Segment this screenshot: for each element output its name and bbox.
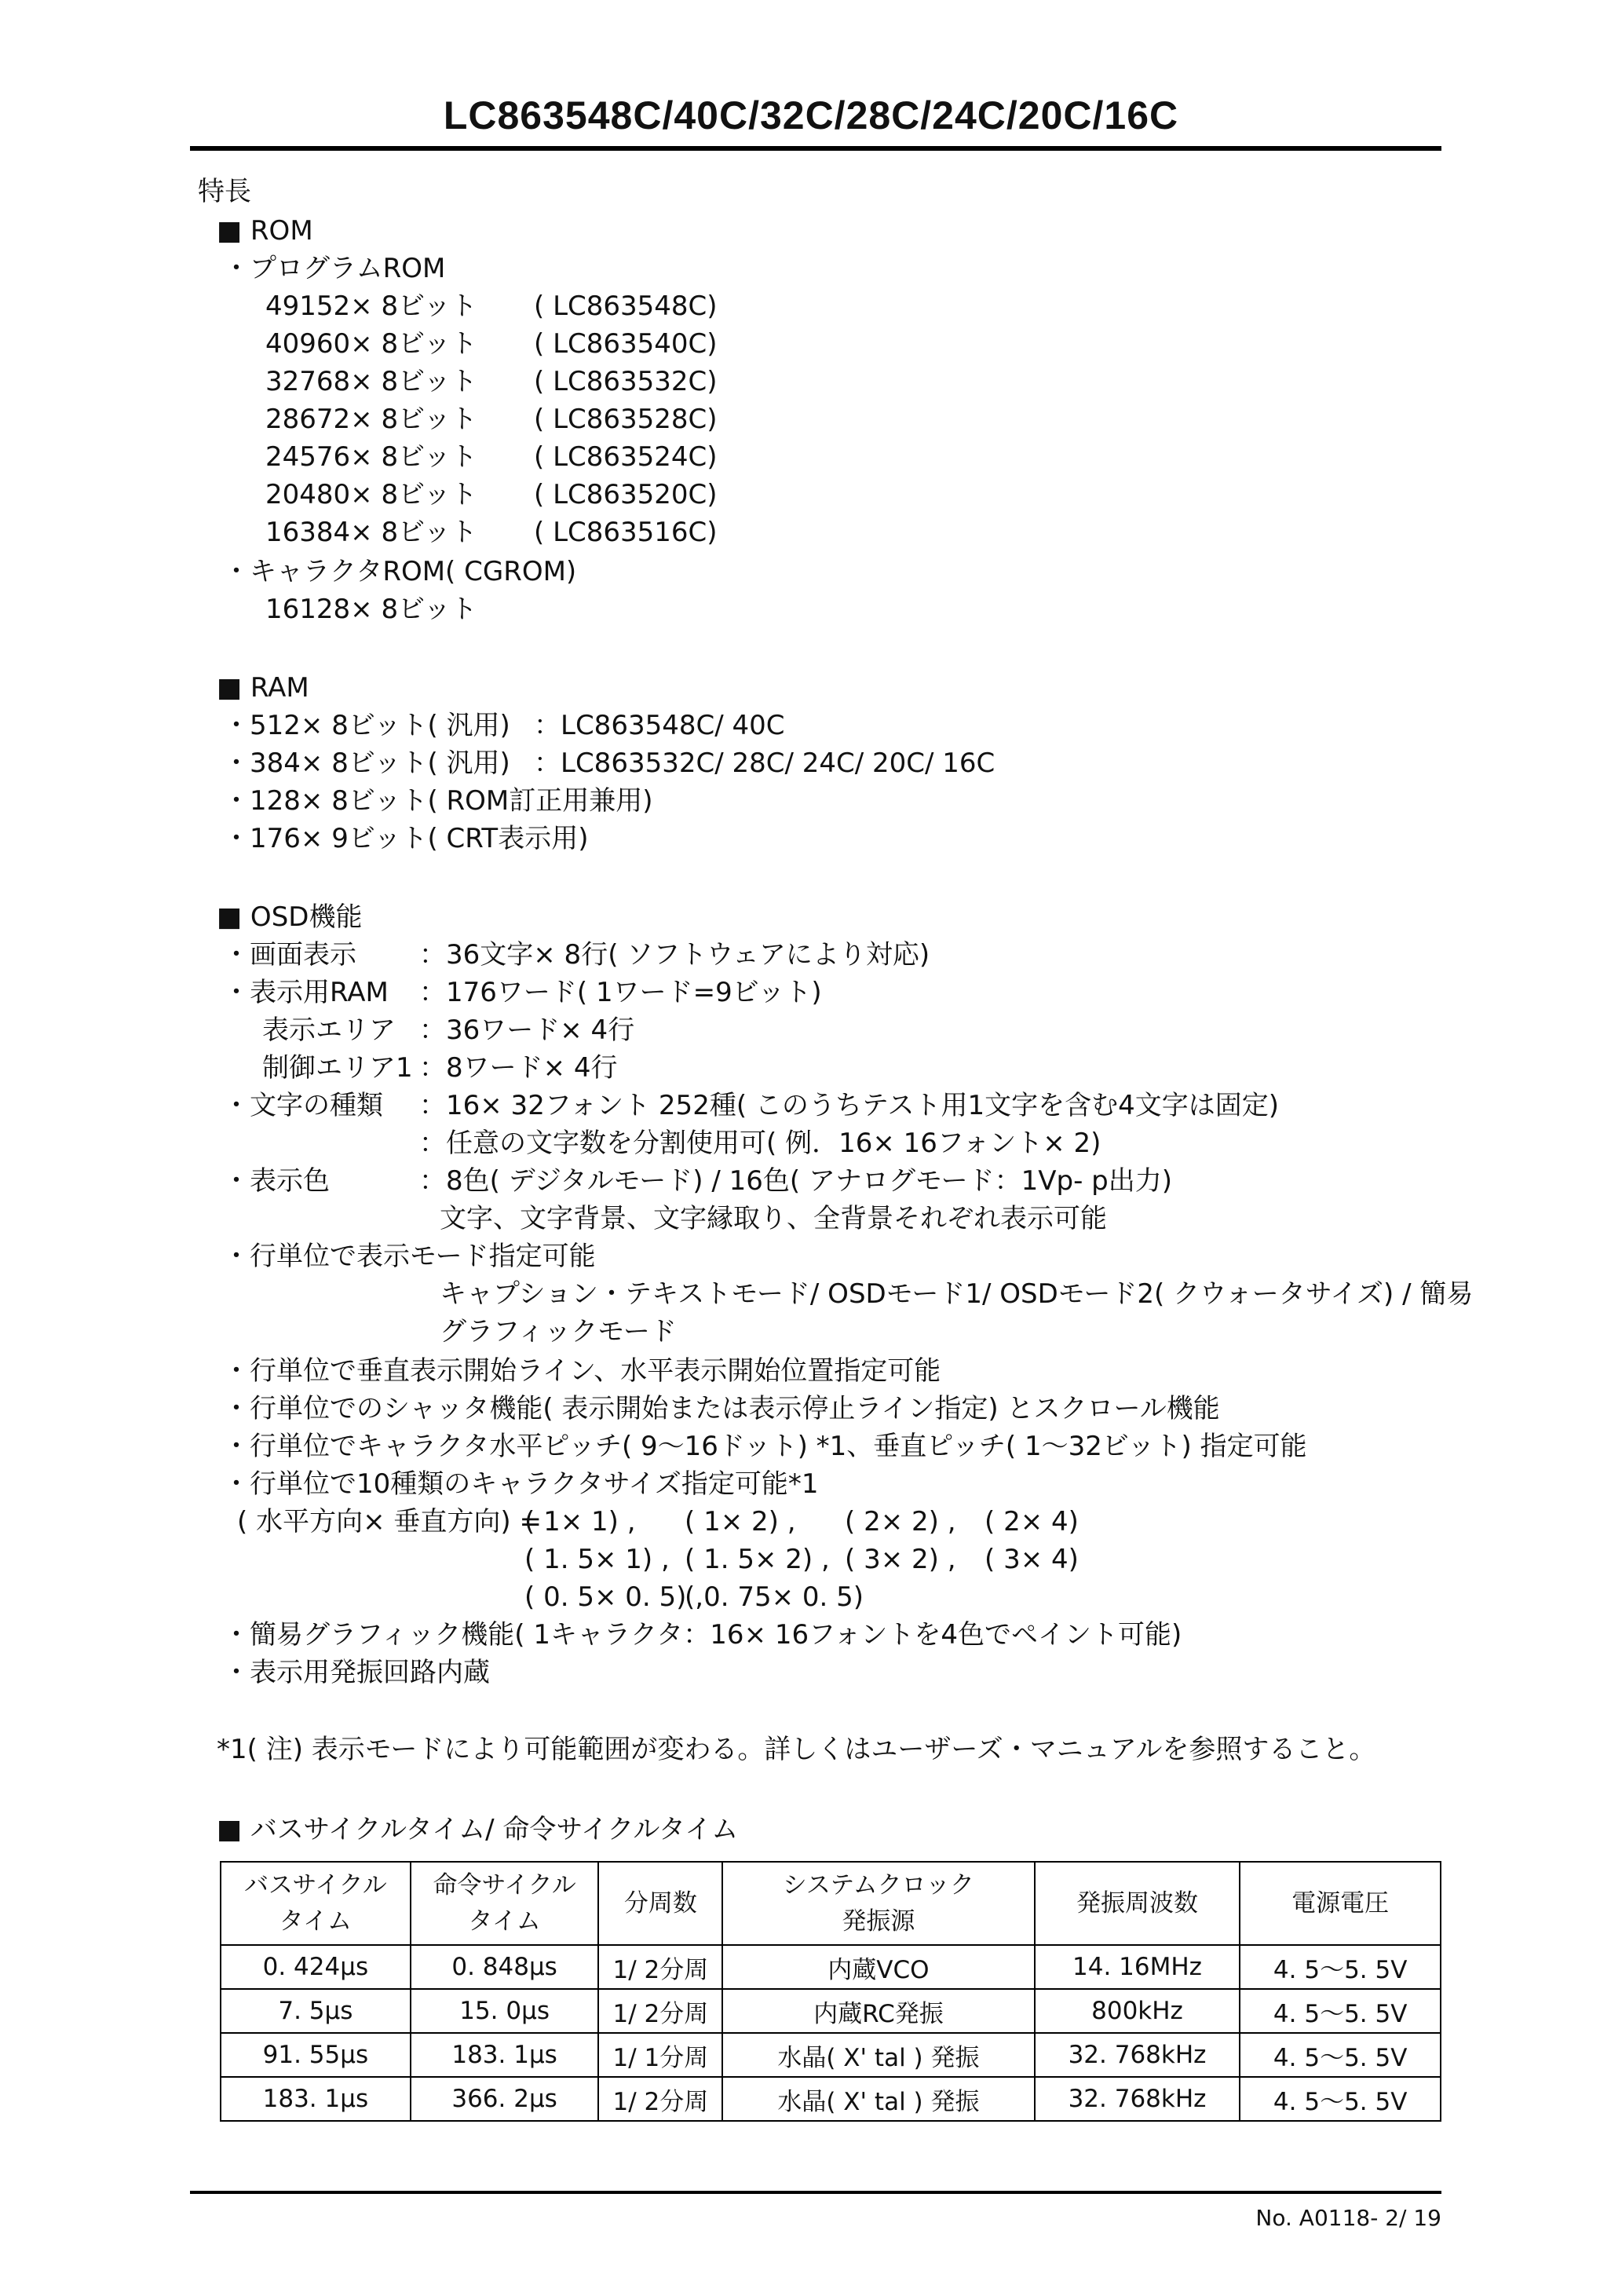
ram-item-label: ・176× 9ビット( CRT表示用): [223, 823, 589, 854]
cgrom-size: 16128× 8ビット: [265, 594, 477, 625]
osd-label: ・画面表示: [223, 939, 356, 971]
bus-heading: ■ バスサイクルタイム/ 命令サイクルタイム: [217, 1814, 739, 1845]
rom-model: ( LC863528C): [534, 404, 718, 435]
osd-bullet: ・行単位でのシャッタ機能( 表示開始または表示停止ライン指定) とスクロール機能: [223, 1393, 1220, 1424]
size-cell: ( 2× 4): [985, 1506, 1079, 1537]
rom-size: 49152× 8ビット: [265, 291, 477, 322]
table-cell: 1/ 2分周: [598, 2077, 722, 2121]
rom-size: 40960× 8ビット: [265, 328, 477, 360]
ram-item-value: ：LC863532C/ 28C/ 24C/ 20C/ 16C: [534, 748, 995, 779]
table-row: [221, 2077, 1441, 2121]
size-cell: ( 1. 5× 1) ,: [524, 1544, 670, 1575]
table-cell: 14. 16MHz: [1035, 1945, 1240, 1989]
page-title: LC863548C/40C/32C/28C/24C/20C/16C: [443, 93, 1179, 137]
program-rom-label: ・プログラムROM: [223, 253, 446, 284]
row-mode-detail: グラフィックモード: [440, 1316, 677, 1347]
features-heading: 特長: [198, 176, 251, 207]
rom-model: ( LC863524C): [534, 441, 718, 473]
osd-value: ：8ワード× 4行: [419, 1052, 618, 1084]
osd-label: ・表示色: [223, 1165, 330, 1197]
table-cell: 0. 424μs: [221, 1945, 411, 1989]
bus-cycle-table: [220, 1861, 1441, 2122]
table-cell: 183. 1μs: [411, 2033, 599, 2077]
rom-size: 28672× 8ビット: [265, 404, 477, 435]
table-cell: 1/ 1分周: [598, 2033, 722, 2077]
osd-bullet: ・行単位で10種類のキャラクタサイズ指定可能*1: [223, 1468, 819, 1500]
table-cell: 1/ 2分周: [598, 1989, 722, 2033]
column-header: システムクロック 発振源: [722, 1862, 1034, 1945]
size-cell: ( 0. 5× 0. 5) ,: [524, 1581, 704, 1613]
page-number: No. A0118- 2/ 19: [1255, 2205, 1441, 2231]
table-cell: 水晶( X' tal ) 発振: [722, 2077, 1034, 2121]
table-row: [221, 1945, 1441, 1989]
row-mode-detail: キャプション・テキストモード/ OSDモード1/ OSDモード2( クウォータサイズ) / 簡易: [440, 1278, 1474, 1310]
table-cell: 7. 5μs: [221, 1989, 411, 2033]
table-cell: 32. 768kHz: [1035, 2033, 1240, 2077]
rom-heading: ■ ROM: [217, 215, 313, 247]
table-cell: 91. 55μs: [221, 2033, 411, 2077]
rom-model: ( LC863516C): [534, 517, 718, 548]
footnote: *1( 注) 表示モードにより可能範囲が変わる。詳しくはユーザーズ・マニュアルを参照すること。: [217, 1734, 1376, 1765]
table-cell: 1/ 2分周: [598, 1945, 722, 1989]
rom-size: 24576× 8ビット: [265, 441, 477, 473]
table-cell: 内蔵VCO: [722, 1945, 1034, 1989]
column-header: 電源電圧: [1240, 1862, 1441, 1945]
osd-value: 文字、文字背景、文字縁取り、全背景それぞれ表示可能: [440, 1203, 1107, 1234]
rom-size: 32768× 8ビット: [265, 366, 477, 397]
osd-label: ・表示用RAM: [223, 977, 389, 1008]
row-mode-label: ・行単位で表示モード指定可能: [223, 1241, 596, 1272]
size-cell: ( 1. 5× 2) ,: [685, 1544, 830, 1575]
table-row: [221, 1989, 1441, 2033]
osd-value: ：36ワード× 4行: [419, 1015, 635, 1046]
size-cell: ( 0. 75× 0. 5): [685, 1581, 864, 1613]
osd-value: ：36文字× 8行( ソフトウェアにより対応): [419, 939, 930, 971]
table-cell: 4. 5～5. 5V: [1240, 2077, 1441, 2121]
table-cell: 366. 2μs: [411, 2077, 599, 2121]
size-cell: ( 1× 2) ,: [685, 1506, 796, 1537]
osd-value: ：任意の文字数を分割使用可( 例．16× 16フォント× 2): [419, 1128, 1101, 1159]
osd-bullet: ・簡易グラフィック機能( 1キャラクタ：16× 16フォントを4色でペイント可能): [223, 1619, 1182, 1651]
osd-bullet: ・行単位で垂直表示開始ライン、水平表示開始位置指定可能: [223, 1355, 941, 1387]
rom-model: ( LC863540C): [534, 328, 718, 360]
osd-value: ：16× 32フォント 252種( このうちテスト用1文字を含む4文字は固定): [419, 1090, 1280, 1121]
rom-size: 16384× 8ビット: [265, 517, 477, 548]
ram-item-label: ・128× 8ビット( ROM訂正用兼用): [223, 785, 653, 817]
osd-bullet: ・行単位でキャラクタ水平ピッチ( 9～16ドット) *1、垂直ピッチ( 1～32ビット) 指定可能: [223, 1431, 1307, 1462]
osd-heading: ■ OSD機能: [217, 901, 363, 933]
table-cell: 800kHz: [1035, 1989, 1240, 2033]
column-header: 命令サイクル タイム: [411, 1862, 599, 1945]
table-cell: 4. 5～5. 5V: [1240, 2033, 1441, 2077]
size-cell: ( 2× 2) ,: [845, 1506, 956, 1537]
cgrom-label: ・キャラクタROM( CGROM): [223, 556, 577, 587]
column-header: バスサイクル タイム: [221, 1862, 411, 1945]
osd-label: 制御エリア1: [262, 1052, 413, 1084]
rom-model: ( LC863520C): [534, 479, 718, 510]
size-cell: ( 1× 1) ,: [524, 1506, 636, 1537]
column-header: 分周数: [598, 1862, 722, 1945]
table-cell: 183. 1μs: [221, 2077, 411, 2121]
osd-label: 表示エリア: [262, 1015, 396, 1046]
table-cell: 15. 0μs: [411, 1989, 599, 2033]
table-cell: 0. 848μs: [411, 1945, 599, 1989]
rom-model: ( LC863548C): [534, 291, 718, 322]
ram-heading: ■ RAM: [217, 672, 309, 704]
table-cell: 4. 5～5. 5V: [1240, 1945, 1441, 1989]
footer-rule: [190, 2191, 1441, 2194]
rom-model: ( LC863532C): [534, 366, 718, 397]
osd-value: ：176ワード( 1ワード=9ビット): [419, 977, 822, 1008]
table-row: [221, 2033, 1441, 2077]
size-cell: ( 3× 2) ,: [845, 1544, 956, 1575]
table-cell: 32. 768kHz: [1035, 2077, 1240, 2121]
size-prefix: ( 水平方向× 垂直方向) =: [237, 1506, 542, 1537]
ram-item-label: ・384× 8ビット( 汎用): [223, 748, 510, 779]
size-cell: ( 3× 4): [985, 1544, 1079, 1575]
header-rule: [190, 146, 1441, 151]
column-header: 発振周波数: [1035, 1862, 1240, 1945]
ram-item-value: ：LC863548C/ 40C: [534, 710, 785, 741]
osd-bullet: ・表示用発振回路内蔵: [223, 1657, 490, 1688]
table-cell: 内蔵RC発振: [722, 1989, 1034, 2033]
table-cell: 4. 5～5. 5V: [1240, 1989, 1441, 2033]
table-header-row: [221, 1862, 1441, 1945]
osd-value: ：8色( デジタルモード) / 16色( アナログモード：1Vp- p出力): [419, 1165, 1173, 1197]
osd-label: ・文字の種類: [223, 1090, 383, 1121]
table-cell: 水晶( X' tal ) 発振: [722, 2033, 1034, 2077]
rom-size: 20480× 8ビット: [265, 479, 477, 510]
ram-item-label: ・512× 8ビット( 汎用): [223, 710, 510, 741]
